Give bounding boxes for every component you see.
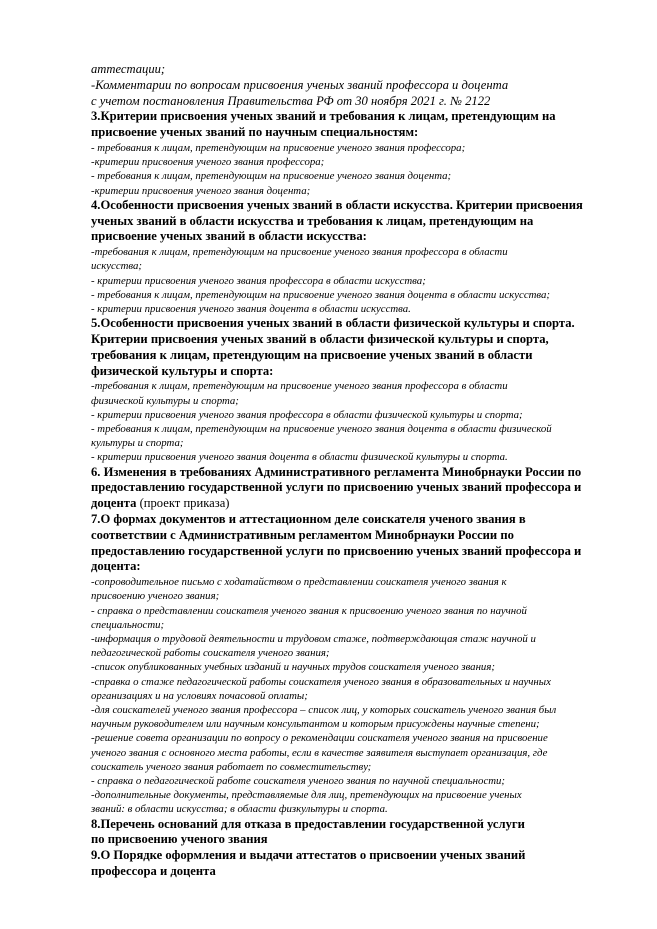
list-item: -критерии присвоения ученого звания доцента;: [91, 184, 311, 197]
section-8-heading: по присвоению ученого звания: [91, 832, 268, 847]
section-6-heading-last: [91, 496, 619, 512]
section-8-heading: 8.Перечень оснований для отказа в предоставлении государственной услуги: [91, 816, 525, 831]
list-item: ученого звания с основного места работы, если в качестве заявителя выступает организация, где: [91, 746, 548, 759]
list-item: - требования к лицам, претендующим на присвоение ученого звания доцента;: [91, 170, 452, 183]
section-3-heading: присвоение ученых званий по научным специальностям:: [91, 125, 419, 140]
section-9: [91, 848, 619, 880]
section-7-heading: предоставлению государственной услуги по присвоению ученых званий профессора и: [91, 543, 582, 558]
section-9-heading: 9.О Порядке оформления и выдачи аттестатов о присвоении ученых званий: [91, 848, 526, 863]
list-item: - критерии присвоения ученого звания профессора в области искусства;: [91, 274, 426, 287]
list-item: - справка о педагогической работе соискателя ученого звания по научной специальности;: [91, 775, 506, 788]
intro-line: с учетом постановления Правительства РФ от 30 ноября 2021 г. № 2122: [91, 93, 491, 108]
section-7: [91, 512, 619, 817]
intro-block: [91, 62, 619, 109]
list-item: -решение совета организации по вопросу о рекомендации соискателя ученого звания на присвоение: [91, 732, 548, 745]
section-6-note: (проект приказа): [136, 496, 230, 511]
section-7-heading: соответствии с Административным регламентом Минобрнауки России по: [91, 527, 514, 542]
list-item: научным руководителем или научным консультантом и которым присуждены научные степени;: [91, 718, 540, 731]
list-item: - критерии присвоения ученого звания профессора в области физической культуры и спорта;: [91, 408, 523, 421]
list-item: -для соискателей ученого звания профессора – список лиц, у которых соискатель ученого звания был: [91, 704, 557, 717]
section-3-heading: 3.Критерии присвоения ученых званий и требования к лицам, претендующим на: [91, 109, 556, 124]
list-item: соискатель ученого звания работает по совместительству;: [91, 760, 372, 773]
intro-line: -Комментарии по вопросам присвоения ученых званий профессора и доцента: [91, 77, 509, 92]
section-5-heading: Критерии присвоения ученых званий в области физической культуры и спорта,: [91, 332, 549, 346]
list-item: -справка о стаже педагогической работы соискателя ученого звания в образовательных и научных: [91, 675, 551, 688]
list-item: -сопроводительное письмо с ходатайством о представлении соискателя ученого звания к: [91, 576, 507, 589]
section-7-heading: 7.О формах документов и аттестационном деле соискателя ученого звания в: [91, 512, 526, 526]
section-4-heading: присвоение ученых званий в области искусства:: [91, 229, 367, 244]
list-item: присвоению ученого звания;: [91, 590, 220, 603]
list-item: -дополнительные документы, представляемые для лиц, претендующих на присвоение ученых: [91, 789, 522, 802]
list-item: званий: в области искусства; в области физкультуры и спорта.: [91, 803, 388, 816]
section-7-heading: доцента:: [91, 559, 141, 574]
section-4-heading: 4.Особенности присвоения ученых званий в области искусства. Критерии присвоения: [91, 197, 583, 212]
list-item: специальности;: [91, 618, 165, 631]
list-item: -список опубликованных учебных изданий и научных трудов соискателя ученого звания;: [91, 661, 495, 674]
section-4: [91, 198, 619, 316]
list-item: -требования к лицам, претендующим на присвоение ученого звания профессора в области: [91, 246, 508, 259]
section-6-heading: предоставлению государственной услуги по присвоению ученых званий профессора и: [91, 480, 582, 495]
section-5-heading: требования к лицам, претендующим на присвоение ученых званий в области: [91, 347, 533, 362]
section-8: [91, 817, 619, 849]
document-page: [91, 62, 619, 880]
list-item: организациях и на условиях почасовой оплаты;: [91, 689, 308, 702]
list-item: педагогической работы соискателя ученого звания;: [91, 647, 330, 660]
section-6-heading-bold: доцента: [91, 496, 137, 511]
list-item: - критерии присвоения ученого звания доцента в области искусства.: [91, 303, 411, 315]
intro-line: аттестации;: [91, 62, 166, 76]
list-item: культуры и спорта;: [91, 437, 184, 450]
section-3: [91, 109, 619, 197]
section-6-heading: 6. Изменения в требованиях Административного регламента Минобрнауки России по: [91, 464, 582, 479]
list-item: -требования к лицам, претендующим на присвоение ученого звания профессора в области: [91, 380, 508, 393]
list-item: - требования к лицам, претендующим на присвоение ученого звания профессора;: [91, 141, 466, 154]
section-5-heading: физической культуры и спорта:: [91, 363, 274, 378]
section-4-heading: ученых званий в области искусства и требования к лицам, претендующим на: [91, 213, 534, 228]
list-item: физической культуры и спорта;: [91, 394, 239, 407]
list-item: - критерии присвоения ученого звания доцента в области физической культуры и спорта.: [91, 451, 508, 464]
section-5-heading: 5.Особенности присвоения ученых званий в области физической культуры и спорта.: [91, 316, 575, 331]
section-9-heading: профессора и доцента: [91, 864, 216, 879]
section-5: [91, 316, 619, 464]
list-item: -информация о трудовой деятельности и трудовом стаже, подтверждающая стаж научной и: [91, 633, 536, 645]
list-item: -критерии присвоения ученого звания профессора;: [91, 156, 325, 169]
list-item: - требования к лицам, претендующим на присвоение ученого звания доцента в области искусства;: [91, 288, 551, 301]
list-item: - требования к лицам, претендующим на присвоение ученого звания доцента в области физической: [91, 423, 552, 435]
section-6: [91, 465, 619, 512]
list-item: - справка о представлении соискателя ученого звания к присвоению ученого звания по научной: [91, 604, 527, 617]
list-item: искусства;: [91, 260, 143, 273]
